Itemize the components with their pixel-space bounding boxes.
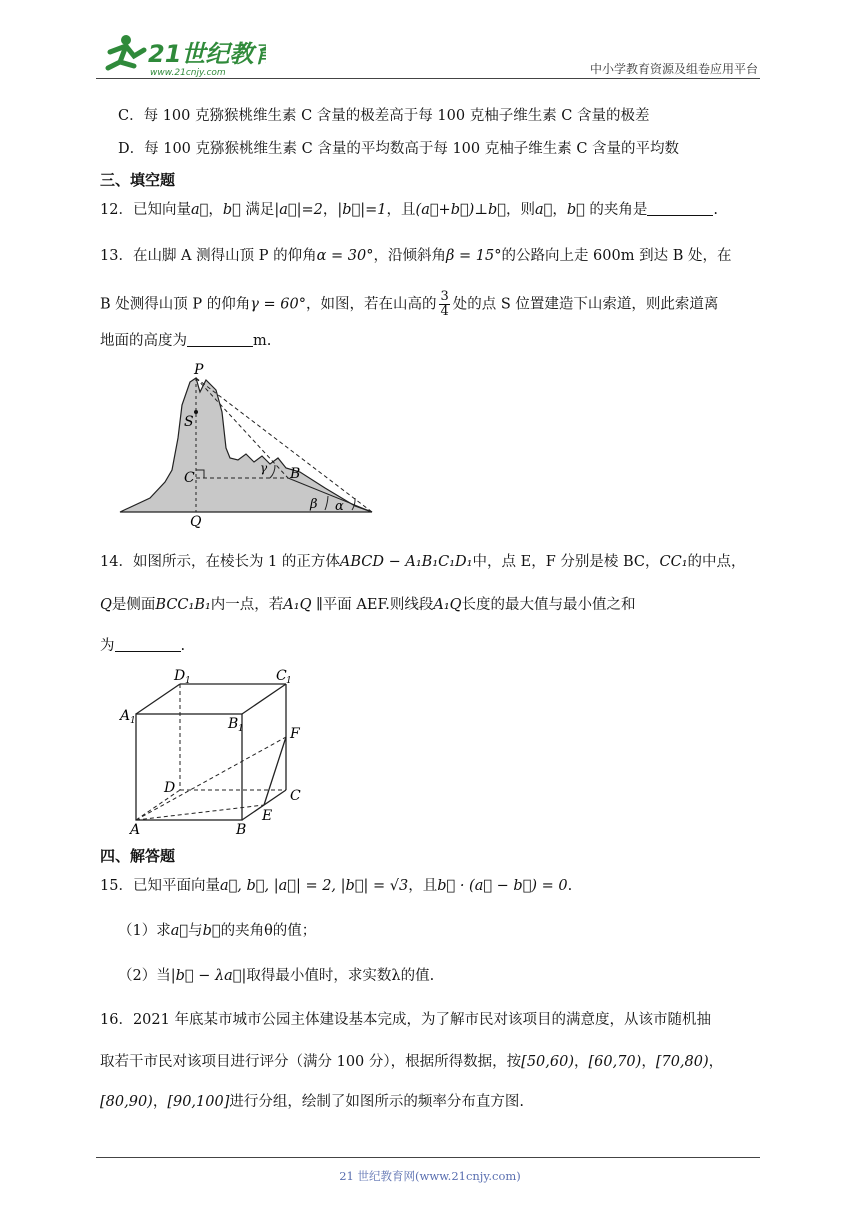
footer-text: 21 世纪教育网(www.21cnjy.com) [339,1169,521,1183]
question-15-part-1: （1）求a⃗与b⃗的夹角θ的值； [118,923,317,939]
section-fill-in: 三、填空题 [100,171,176,189]
question-13-line-1: 13．在山脚 A 测得山顶 P 的仰角α = 30°，沿倾斜角β = 15°的公路向上走 600m 到达 B 处，在 [100,248,732,264]
question-16-line-2: 取若干市民对该项目进行评分（满分 100 分），根据所得数据，按[50,60)，[60,70)，[70,80)， [100,1054,724,1070]
svg-text:A: A [120,708,131,724]
svg-text:P: P [194,362,204,378]
question-14-line-1: 14．如图所示，在棱长为 1 的正方体ABCD − A₁B₁C₁D₁中，点 E，F 分别是棱 BC，CC₁的中点， [100,554,746,570]
answer-blank [187,332,253,347]
svg-text:www.21cnjy.com: www.21cnjy.com [150,68,226,78]
svg-text:C: C [276,668,287,684]
svg-text:S: S [184,414,194,430]
question-16-line-1: 16．2021 年底某市城市公园主体建设基本完成，为了解市民对该项目的满意度，从该市随机抽 [100,1012,711,1028]
question-12: 12．已知向量a⃗，b⃗ 满足|a⃗|=2，|b⃗|=1，且(a⃗+b⃗)⊥b⃗，则a⃗，b⃗ 的夹角是 . [100,202,719,218]
svg-text:B: B [290,466,301,482]
question-15: 15．已知平面向量a⃗, b⃗, |a⃗| = 2, |b⃗| = √3，且b⃗ · (a⃗ − b⃗) = 0. [100,878,573,894]
answer-blank [647,201,713,216]
svg-text:B: B [228,716,239,732]
runner-logo-icon [96,30,266,78]
svg-text:β: β [310,497,318,512]
platform-name: 中小学教育资源及组卷应用平台 [589,62,758,76]
question-14-line-3: 为 . [100,638,186,654]
svg-text:γ: γ [260,461,268,475]
svg-text:E: E [262,808,273,824]
option-d: D．每 100 克猕猴桃维生素 C 含量的平均数高于每 100 克柚子维生素 C 含量的平均数 [118,141,680,157]
answer-blank [115,637,181,652]
section-answer: 四、解答题 [100,847,176,865]
svg-text:1: 1 [238,724,244,734]
svg-text:D: D [164,780,176,796]
svg-text:A: A [130,822,141,838]
svg-text:B: B [236,822,247,838]
site-logo [96,30,266,78]
cube-figure [116,664,326,840]
svg-text:Q: Q [190,514,202,530]
question-14-line-2: Q是侧面BCC₁B₁内一点，若A₁Q ∥平面 AEF.则线段A₁Q长度的最大值与最小值之和 [100,597,636,613]
option-c: C．每 100 克猕猴桃维生素 C 含量的极差高于每 100 克柚子维生素 C 含量的极差 [118,108,650,124]
fraction: $\frac{3}{4}$ [440,289,449,319]
question-16-line-3: [80,90)，[90,100]进行分组，绘制了如图所示的频率分布直方图. [100,1094,524,1110]
footer-divider [96,1157,760,1158]
question-13-line-2: B 处测得山顶 P 的仰角γ = 60°，如图，若在山高的 $\frac{3}{4}$ 处的点 S 位置建造下山索道，则此索道离 [100,289,719,319]
svg-text:1: 1 [286,676,292,686]
svg-text:F: F [290,726,300,742]
svg-text:1: 1 [130,716,136,726]
mountain-figure [110,360,390,530]
svg-text:D: D [174,668,186,684]
svg-text:C: C [184,470,195,486]
svg-text:1: 1 [185,676,191,686]
question-13-line-3: 地面的高度为 m. [100,333,272,349]
svg-text:21世纪教育: 21世纪教育 [148,40,266,68]
question-15-part-2: （2）当|b⃗ − λa⃗|取得最小值时，求实数λ的值. [118,968,435,984]
header-divider [96,78,760,79]
svg-text:α: α [335,499,344,514]
svg-text:C: C [290,788,301,804]
